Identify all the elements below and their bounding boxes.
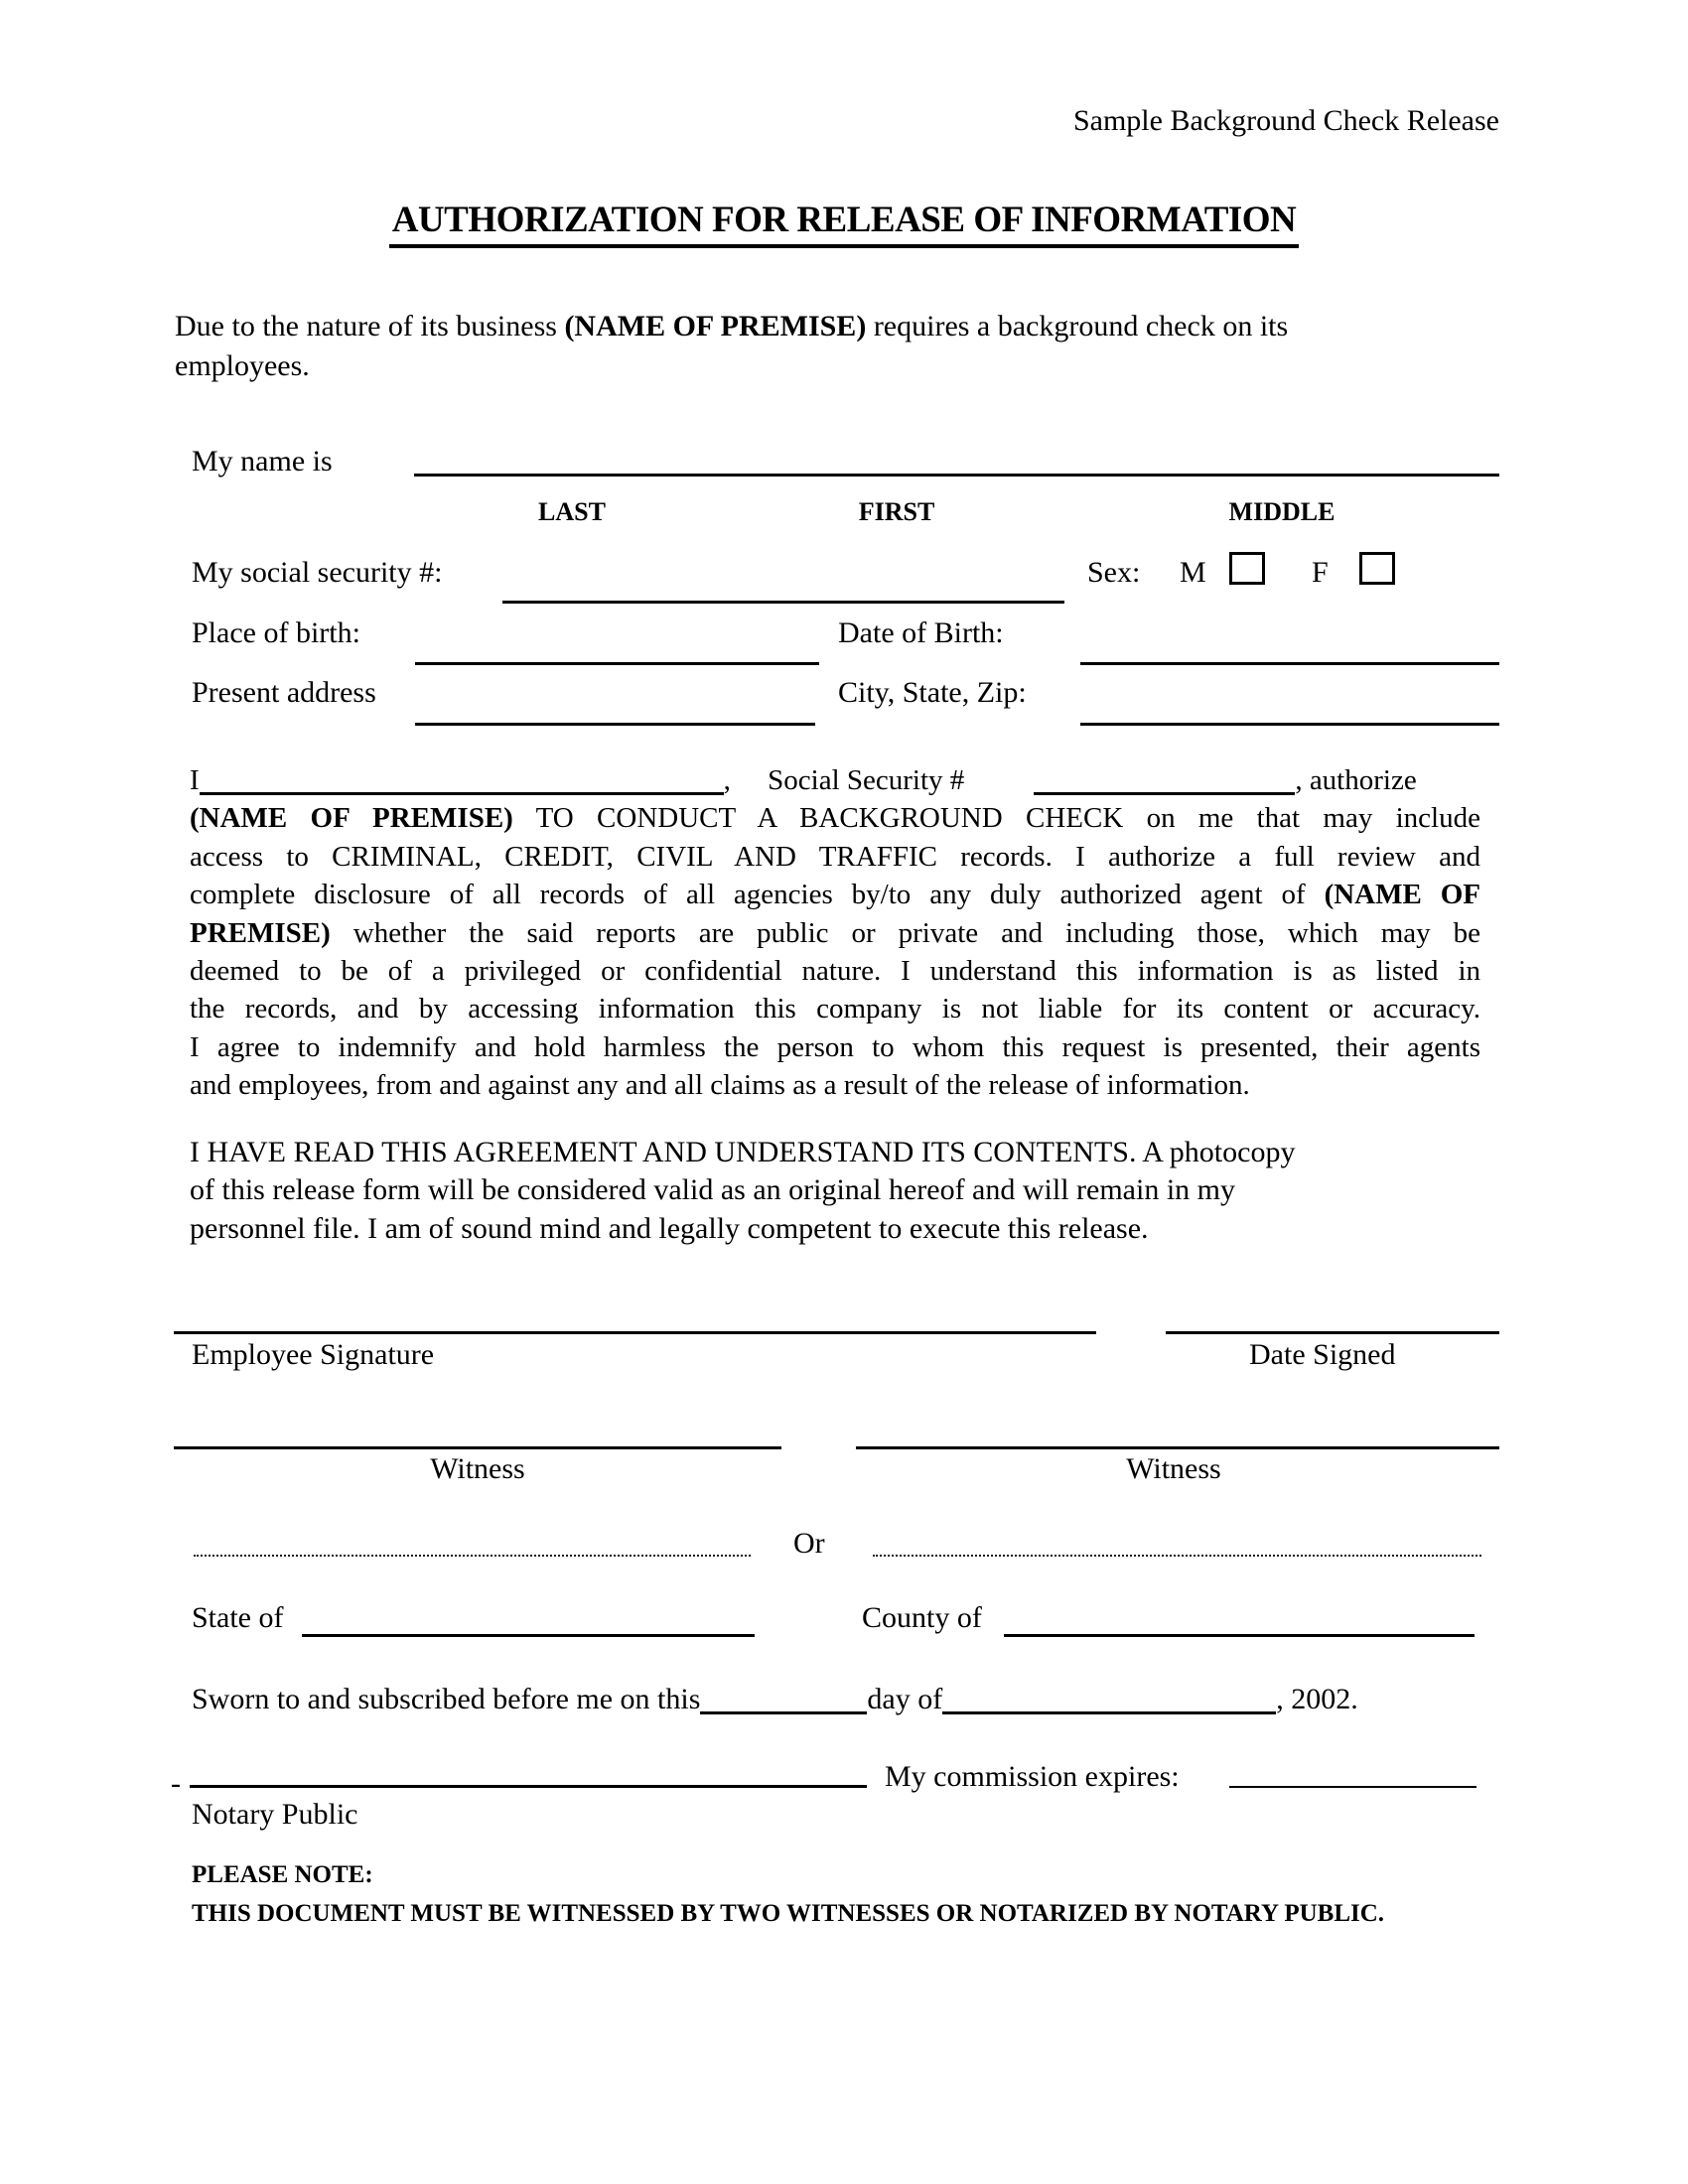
witness-right-line[interactable] (856, 1446, 1499, 1449)
document-title: AUTHORIZATION FOR RELEASE OF INFORMATION (389, 199, 1300, 248)
notary-public-signature-line[interactable] (190, 1785, 867, 1788)
notary-alt-right-dotted-line[interactable] (873, 1555, 1481, 1557)
auth-line-3: access to CRIMINAL, CREDIT, CIVIL AND TRAFFIC records. I authorize a full review and (190, 840, 1480, 873)
header-note: Sample Background Check Release (1072, 104, 1499, 137)
witness-requirement-warning: THIS DOCUMENT MUST BE WITNESSED BY TWO WITNESSES OR NOTARIZED BY NOTARY PUBLIC. (192, 1900, 1385, 1927)
or-label: Or (793, 1527, 825, 1560)
place-of-birth-label: Place of birth: (192, 616, 360, 649)
auth-line-9: and employees, from and against any and all claims as a result of the release of information. (190, 1069, 1250, 1102)
name-middle-label: MIDDLE (1228, 497, 1336, 526)
name-field-line[interactable] (414, 474, 1499, 477)
commission-expires-label: My commission expires: (885, 1760, 1180, 1793)
city-state-zip-label: City, State, Zip: (838, 676, 1027, 709)
city-state-zip-field-line[interactable] (1080, 723, 1499, 726)
premise-name-bold: (NAME OF (1324, 879, 1481, 911)
notary-alt-left-dotted-line[interactable] (194, 1555, 751, 1557)
authorizer-ssn-blank[interactable] (1034, 770, 1295, 795)
sex-label: Sex: (1087, 556, 1141, 589)
ssn-field-line[interactable] (502, 601, 1064, 604)
intro-line-1: Due to the nature of its business (NAME OF PREMISE) requires a background check on its (175, 310, 1289, 342)
premise-name-bold: PREMISE) (190, 916, 331, 949)
name-last-label: LAST (538, 497, 606, 526)
name-first-label: FIRST (858, 497, 935, 526)
ack-line-1: I HAVE READ THIS AGREEMENT AND UNDERSTAND ITS CONTENTS. A photocopy (190, 1136, 1296, 1168)
state-of-field-line[interactable] (302, 1634, 755, 1637)
date-of-birth-label: Date of Birth: (838, 616, 1004, 649)
date-signed-label: Date Signed (1249, 1338, 1396, 1371)
premise-name-bold: (NAME OF PREMISE) (190, 802, 513, 835)
sworn-day-blank[interactable] (700, 1690, 867, 1714)
ack-line-3: personnel file. I am of sound mind and legally competent to execute this release. (190, 1211, 1149, 1245)
notary-dash: - (171, 1767, 181, 1800)
sworn-month-blank[interactable] (942, 1690, 1276, 1714)
auth-line-6: deemed to be of a privileged or confidential nature. I understand this information is as listed in (190, 955, 1480, 988)
male-label: M (1180, 556, 1206, 589)
witness-right-label: Witness (1126, 1452, 1221, 1485)
employee-signature-line[interactable] (174, 1331, 1096, 1334)
county-of-label: County of (862, 1601, 982, 1634)
auth-line-1: I , Social Security # , authorize (190, 764, 1417, 796)
authorizer-name-blank[interactable] (200, 770, 724, 795)
commission-expires-field-line[interactable] (1229, 1786, 1477, 1788)
female-checkbox[interactable] (1359, 552, 1395, 585)
witness-left-label: Witness (430, 1452, 525, 1485)
please-note-label: PLEASE NOTE: (192, 1861, 373, 1888)
date-signed-line[interactable] (1166, 1331, 1499, 1334)
auth-line-4: complete disclosure of all records of all agencies by/to any duly authorized agent of (NAME OF (190, 879, 1481, 911)
place-of-birth-field-line[interactable] (415, 662, 819, 665)
name-label: My name is (192, 445, 333, 478)
authorization-paragraph (190, 761, 1480, 1105)
witness-left-line[interactable] (174, 1446, 781, 1449)
notary-public-label: Notary Public (192, 1798, 358, 1831)
auth-line-2: (NAME OF PREMISE) TO CONDUCT A BACKGROUND CHECK on me that may include (190, 802, 1480, 835)
auth-line-5: PREMISE) whether the said reports are public or private and including those, which may be (190, 916, 1480, 949)
auth-line-7: the records, and by accessing information this company is not liable for its content or accuracy. (190, 993, 1480, 1025)
state-of-label: State of (192, 1601, 284, 1634)
acknowledgment-paragraph (190, 1134, 1540, 1248)
county-of-field-line[interactable] (1004, 1634, 1475, 1637)
intro-paragraph (175, 307, 1525, 386)
premise-name-bold: (NAME OF PREMISE) (564, 310, 867, 342)
ssn-label: My social security #: (192, 556, 443, 589)
present-address-field-line[interactable] (415, 723, 815, 726)
intro-line-2: employees. (175, 349, 310, 382)
document-title-row (0, 199, 1688, 248)
date-of-birth-field-line[interactable] (1080, 662, 1499, 665)
female-label: F (1312, 556, 1329, 589)
sworn-row: Sworn to and subscribed before me on this day of , 2002. (192, 1683, 1358, 1715)
male-checkbox[interactable] (1229, 552, 1265, 585)
ack-line-2: of this release form will be considered valid as an original hereof and will remain in my (190, 1173, 1236, 1207)
employee-signature-label: Employee Signature (192, 1338, 435, 1371)
auth-line-8: I agree to indemnify and hold harmless the person to whom this request is presented, their agents (190, 1030, 1480, 1063)
present-address-label: Present address (192, 676, 376, 709)
